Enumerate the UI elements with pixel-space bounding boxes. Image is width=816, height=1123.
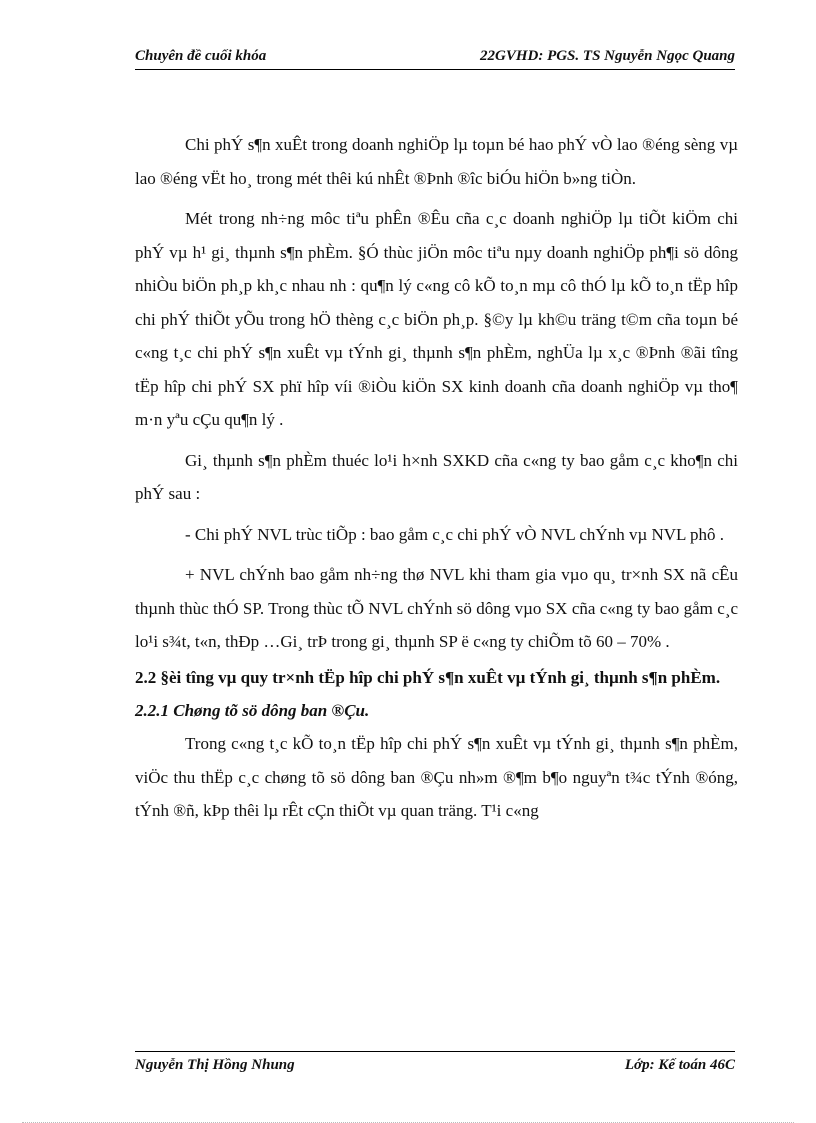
paragraph-6: Trong c«ng t¸c kÕ to¸n tËp hîp chi phÝ s¶n xuÊt vµ tÝnh gi¸ thµnh s¶n phÈm, viÖc thu thËp c¸c chøng tõ sö dông ban ®Çu nh»m ®¶m b¶o nguyªn t¾c tÝnh ®óng, tÝnh ®ñ, kÞp thêi lµ rÊt cÇn thiÕt vµ quan träng. T¹i c«ng bbox=[135, 734, 738, 820]
header-supervisor: 22GVHD: PGS. TS Nguyễn Ngọc Quang bbox=[479, 48, 735, 64]
section-heading-2-2: 2.2 §èi tîng vµ quy tr×nh tËp hîp chi phÝ s¶n xuÊt vµ tÝnh gi¸ thµnh s¶n phÈm. bbox=[135, 667, 721, 687]
paragraph-5: + NVL chÝnh bao gåm nh÷ng thø NVL khi tham gia vµo qu¸ tr×nh SX nã cÊu thµnh thùc thÓ SP. Trong thùc tÕ NVL chÝnh sö dông vµo SX cña c«ng ty bao gåm c¸c lo¹i s¾t, t«n, thÐp …Gi¸ trÞ trong gi¸ thµnh SP ë c«ng ty chiÕm tõ 60 – 70% . bbox=[135, 565, 738, 651]
paragraph-4: - Chi phÝ NVL trùc tiÕp : bao gåm c¸c chi phÝ vÒ NVL chÝnh vµ NVL phô . bbox=[185, 524, 725, 544]
page-footer bbox=[135, 1051, 735, 1075]
footer-class: Lớp: Kế toán 46C bbox=[624, 1057, 735, 1073]
paragraph-2: Mét trong nh÷ng môc tiªu phÊn ®Êu cña c¸c doanh nghiÖp lµ tiÕt kiÖm chi phÝ vµ h¹ gi¸ thµnh s¶n phÈm. §Ó thùc jiÖn môc tiªu nµy doanh nghiÖp ph¶i sö dông nhiÒu biÖn ph¸p kh¸c nhau nh : qu¶n lý c«ng cô kÕ to¸n mµ cô thÓ lµ kÕ to¸n tËp hîp chi phÝ thiÕt yÕu trong hÖ thèng c¸c biÖn ph¸p. §©y lµ kh©u träng t©m cña toµn bé c«ng t¸c chi phÝ s¶n xuÊt vµ tÝnh gi¸ thµnh s¶n phÈm, nghÜa lµ x¸c ®Þnh ®ãi tîng tËp hîp chi phÝ SX phï hîp víi ®iÒu kiÖn SX kinh doanh cña doanh nghiÖp vµ tho¶ m·n yªu cÇu qu¶n lý . bbox=[135, 209, 738, 429]
header-title: Chuyên đề cuối khóa bbox=[135, 48, 267, 64]
page-header bbox=[135, 48, 735, 70]
section-heading-2-2-1: 2.2.1 Chøng tõ sö dông ban ®Çu. bbox=[135, 700, 370, 720]
footer-author: Nguyễn Thị Hồng Nhung bbox=[135, 1057, 295, 1073]
paragraph-3: Gi¸ thµnh s¶n phÈm thuéc lo¹i h×nh SXKD cña c«ng ty bao gåm c¸c kho¶n chi phÝ sau : bbox=[135, 450, 738, 503]
paragraph-1: Chi phÝ s¶n xuÊt trong doanh nghiÖp lµ toµn bé hao phÝ vÒ lao ®éng sèng vµ lao ®éng vËt ho¸ trong mét thêi kú nhÊt ®Þnh ®îc biÓu hiÖn b»ng tiÒn. bbox=[135, 135, 738, 188]
page-body bbox=[135, 128, 738, 828]
